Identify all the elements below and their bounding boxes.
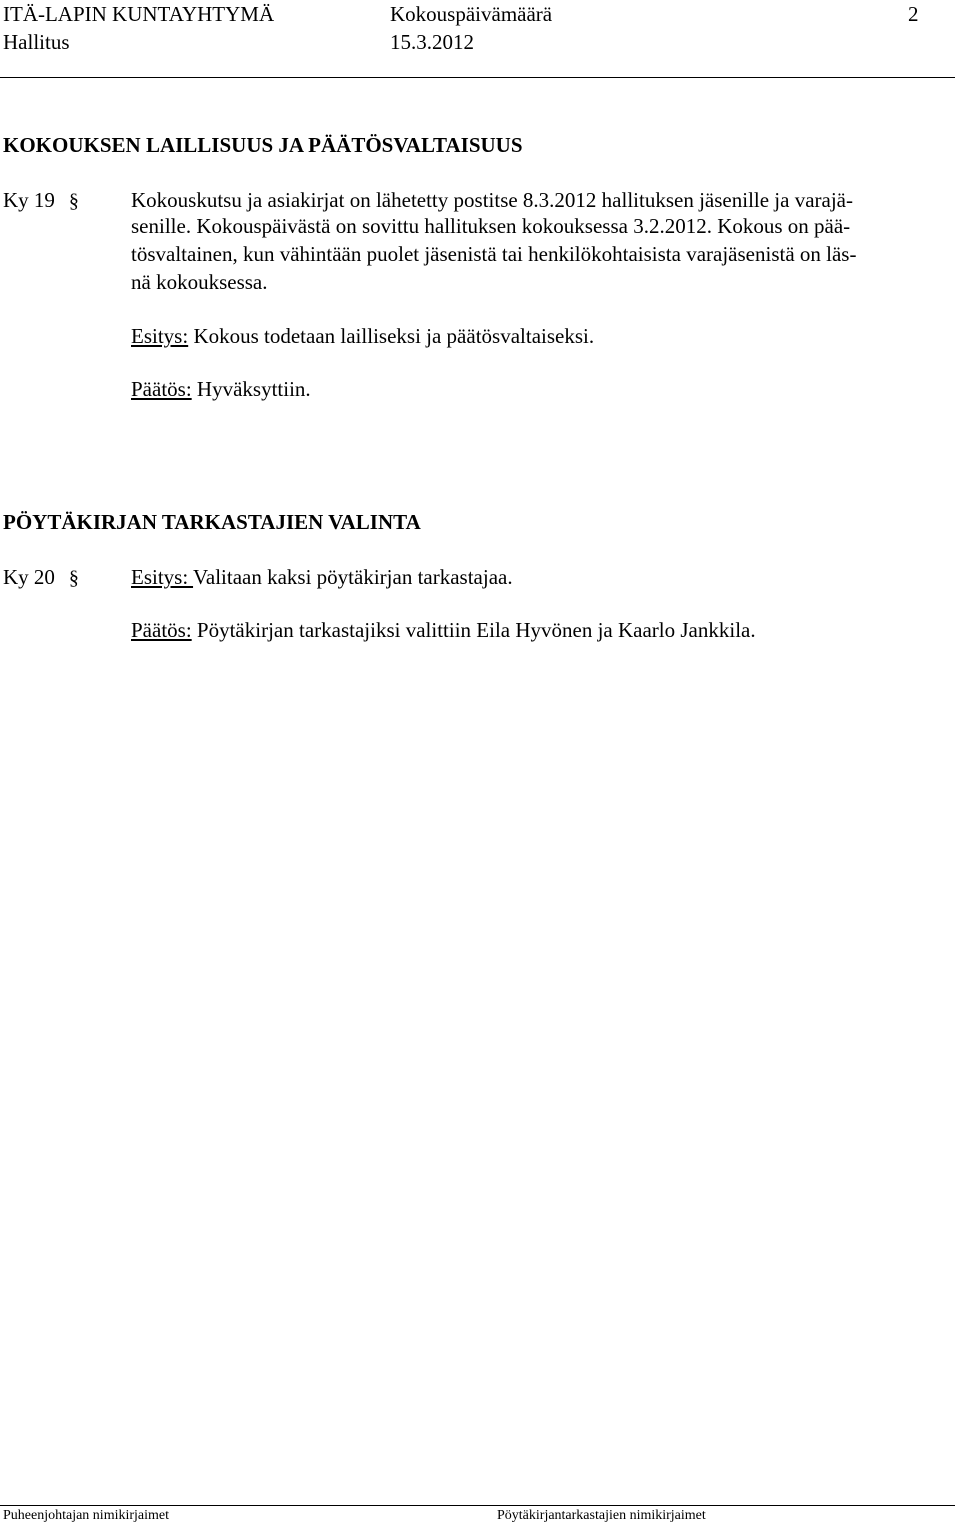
- header-rule: [0, 77, 955, 78]
- header-date: 15.3.2012: [390, 30, 474, 54]
- paragraph-line: nä kokouksessa.: [131, 270, 268, 294]
- section-sign: §: [68, 190, 79, 212]
- paragraph-line: Kokouskutsu ja asiakirjat on lähetetty postitse 8.3.2012 hallituksen jäsenille ja varajä-: [131, 188, 853, 212]
- header-body: Hallitus: [3, 30, 70, 54]
- section-heading: PÖYTÄKIRJAN TARKASTAJIEN VALINTA: [3, 510, 421, 534]
- proposal-label: Esitys:: [131, 565, 194, 589]
- proposal-line: [131, 324, 594, 349]
- decision-label: Päätös:: [131, 618, 192, 642]
- proposal-label: Esitys:: [131, 324, 189, 348]
- paragraph-line: tösvaltainen, kun vähintään puolet jäsenistä tai henkilökohtaisista varajäsenistä on läs-: [131, 242, 857, 266]
- page-number: 2: [908, 2, 919, 26]
- section-code: [3, 188, 79, 213]
- section-code: [3, 565, 79, 590]
- decision-label: Päätös:: [131, 377, 192, 401]
- decision-text: Hyväksyttiin.: [191, 377, 311, 401]
- footer-rule: [0, 1505, 955, 1506]
- header-org: ITÄ-LAPIN KUNTAYHTYMÄ: [3, 2, 275, 26]
- proposal-text: Valitaan kaksi pöytäkirjan tarkastajaa.: [193, 565, 513, 589]
- proposal-line: [131, 565, 513, 590]
- decision-text: Pöytäkirjan tarkastajiksi valittiin Eila Hyvönen ja Kaarlo Jankkila.: [191, 618, 756, 642]
- footer-left-label: Puheenjohtajan nimikirjaimet: [3, 1508, 170, 1523]
- section-heading: KOKOUKSEN LAILLISUUS JA PÄÄTÖSVALTAISUUS: [3, 133, 523, 157]
- section-sign: §: [68, 567, 79, 589]
- paragraph-line: senille. Kokouspäivästä on sovittu hallituksen kokouksessa 3.2.2012. Kokous on pää-: [131, 214, 851, 238]
- section-code-text: Ky 20: [3, 565, 55, 589]
- section-code-text: Ky 19: [3, 188, 55, 212]
- proposal-text: Kokous todetaan lailliseksi ja päätösvaltaiseksi.: [188, 324, 595, 348]
- decision-line: [131, 377, 311, 402]
- decision-line: [131, 618, 756, 643]
- footer-right-label: Pöytäkirjantarkastajien nimikirjaimet: [497, 1508, 706, 1523]
- header-doc-type: Kokouspäivämäärä: [390, 2, 553, 26]
